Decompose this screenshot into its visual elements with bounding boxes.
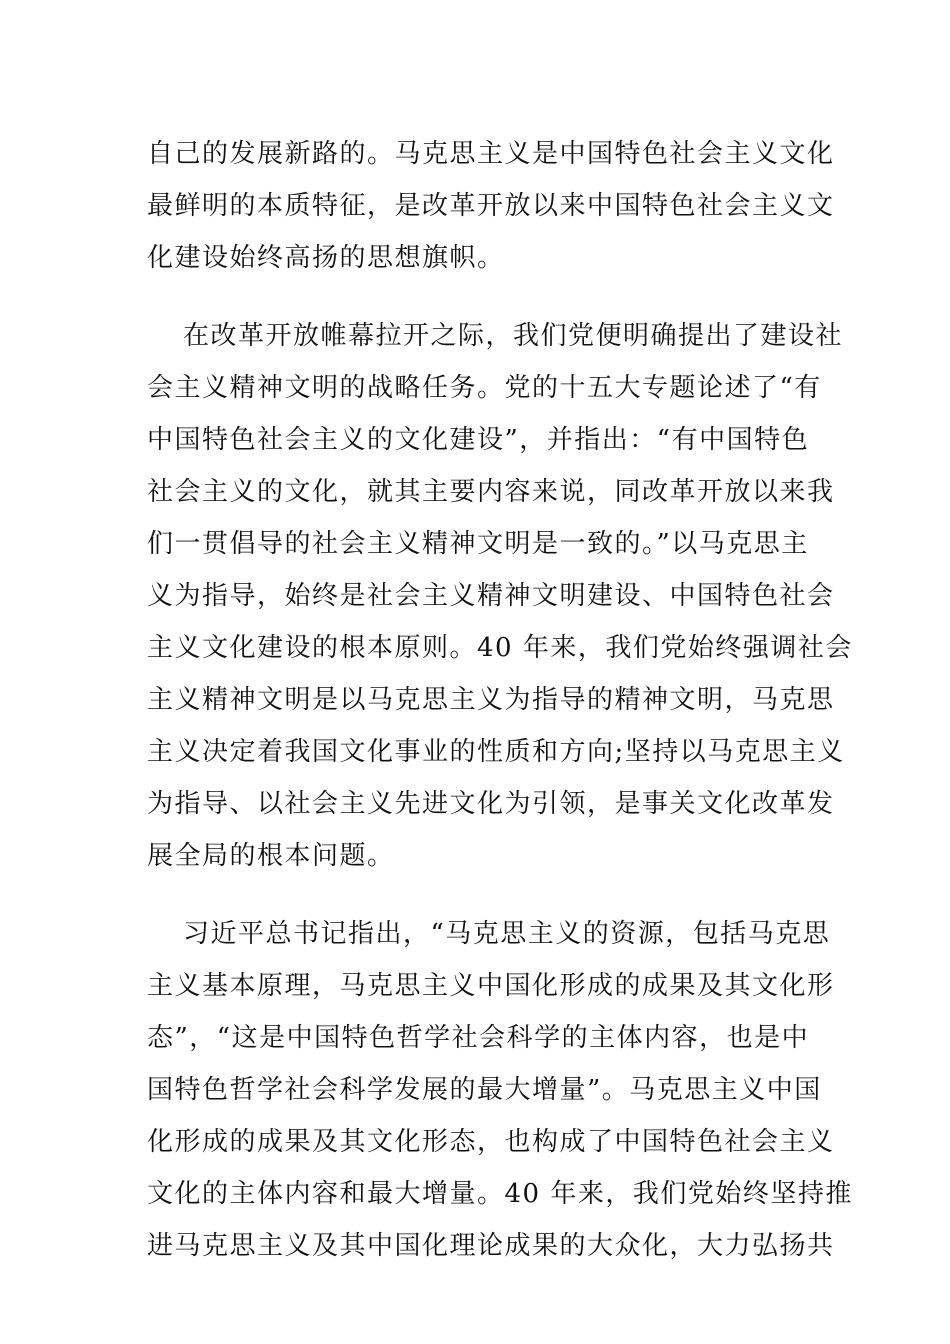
text-line: 主义基本原理，马克思主义中国化形成的成果及其文化形 [147, 971, 835, 1001]
text-line: 们一贯倡导的社会主义精神文明是一致的。”以马克思主 [147, 529, 809, 559]
text-line: 自己的发展新路的。马克思主义是中国特色社会主义文化 [147, 139, 835, 169]
text-line: 义为指导，始终是社会主义精神文明建设、中国特色社会 [147, 581, 835, 611]
text-line: 主义精神文明是以马克思主义为指导的精神文明，马克思 [147, 685, 835, 715]
text-line: 会主义精神文明的战略任务。党的十五大专题论述了“有 [147, 373, 822, 403]
text-line: 进马克思主义及其中国化理论成果的大众化，大力弘扬共 [147, 1231, 835, 1261]
text-line: 化形成的成果及其文化形态，也构成了中国特色社会主义 [147, 1127, 835, 1157]
text-line: 在改革开放帷幕拉开之际，我们党便明确提出了建设社 [183, 321, 844, 351]
text-line: 社会主义的文化，就其主要内容来说，同改革开放以来我 [147, 477, 835, 507]
text-line: 主义文化建设的根本原则。40 年来，我们党始终强调社会 [147, 633, 853, 663]
text-line: 文化的主体内容和最大增量。40 年来，我们党始终坚持推 [147, 1179, 853, 1209]
text-line: 化建设始终高扬的思想旗帜。 [147, 243, 505, 273]
text-line: 主义决定着我国文化事业的性质和方向;坚持以马克思主义 [147, 737, 845, 767]
text-line: 国特色哲学社会科学发展的最大增量”。马克思主义中国 [147, 1075, 822, 1105]
text-line: 展全局的根本问题。 [147, 841, 395, 871]
text-line: 为指导、以社会主义先进文化为引领，是事关文化改革发 [147, 789, 835, 819]
paragraph-2 [147, 310, 853, 882]
text-line: 最鲜明的本质特征，是改革开放以来中国特色社会主义文 [147, 191, 835, 221]
text-line: 习近平总书记指出，“马克思主义的资源，包括马克思 [183, 919, 831, 949]
text-line: 态”，“这是中国特色哲学社会科学的主体内容，也是中 [147, 1023, 810, 1053]
paragraph-1 [147, 128, 835, 284]
text-line: 中国特色社会主义的文化建设”，并指出：“有中国特色 [147, 425, 810, 455]
document-body [147, 128, 853, 1298]
paragraph-3 [147, 908, 853, 1272]
